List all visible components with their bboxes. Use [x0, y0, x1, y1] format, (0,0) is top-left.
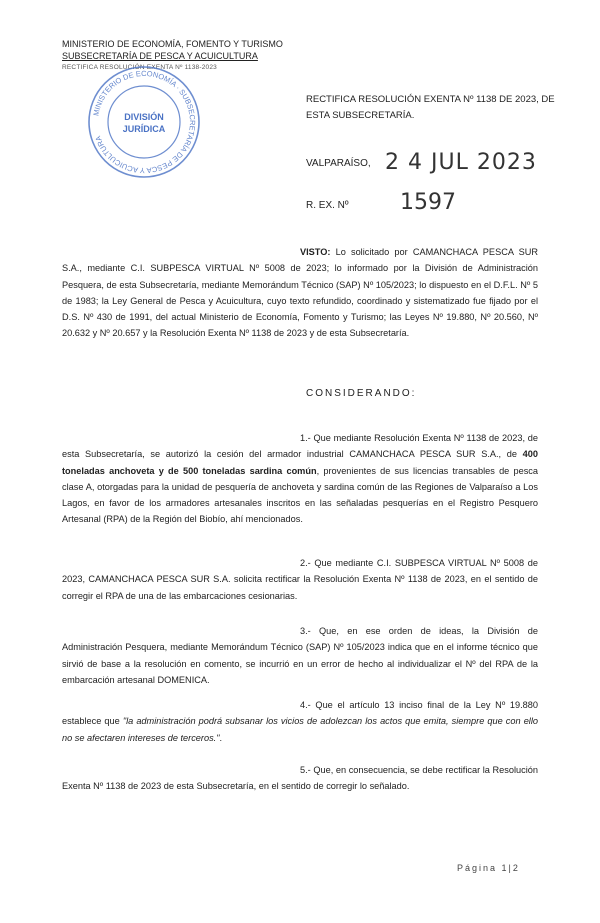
considerando-heading: CONSIDERANDO: [306, 388, 417, 399]
considerando-3 [62, 623, 538, 688]
c4-quote: "la administración podrá subsanar los vicios de adolezcan los actos que emita, siempre que con ello no se afectaren intereses de terceros." [62, 716, 538, 743]
page-number: Página 1|2 [457, 863, 520, 873]
ministry-name: MINISTERIO DE ECONOMÍA, FOMENTO Y TURISMO [62, 39, 283, 49]
resolution-number: 1597 [400, 190, 456, 215]
c4-text-a: 4.- Que el artículo 13 inciso final de la Ley Nº 19.880 establece que [62, 700, 538, 727]
c1-text-d: , provenientes de sus licencias transables de pesca clase A, otorgadas para la unidad de pesquería de anchoveta y sardina común de las Regiones de Valparaíso a Los Lagos, en favor de los armadores artesanales inscritos en las señaladas pesquerías en el Registro Pesquero Artesanal (RPA) de la Región del Biobío, ahí mencionados. [62, 465, 538, 525]
considerando-2 [62, 555, 538, 604]
stamp-ring-text: MINISTERIO DE ECONOMÍA · SUBSECRETARÍA DE PESCA Y ACUICULTURA [91, 68, 198, 176]
c1-bold-anchoveta: 400 toneladas anchoveta [62, 449, 538, 476]
c5-text: 5.- Que, en consecuencia, se debe rectificar la Resolución Exenta Nº 1138 de 2023 de esta Subsecretaría, en el sentido de corregir lo señalado. [62, 765, 538, 792]
considerando-5 [62, 762, 538, 795]
visto-paragraph [62, 244, 538, 342]
considerando-4 [62, 697, 538, 746]
c4-text-b: . [219, 732, 223, 743]
c3-text: 3.- Que, en ese orden de ideas, la División de Administración Pesquera, mediante Memorándum Técnico (SAP) Nº 105/2023 indica que en el informe técnico que sirvió de base a la resolución en comento, se incurrió en un error de hecho al individualizar el Nº del RPA de la embarcación artesanal DOMENICA. [62, 626, 538, 685]
stamp-line-1: DIVISIÓN [124, 112, 164, 122]
c2-text: 2.- Que mediante C.I. SUBPESCA VIRTUAL Nº 5008 de 2023, CAMANCHACA PESCA SUR S.A. solicita rectificar la Resolución Exenta Nº 1138 de 2023, en el sentido de corregir el RPA de una de las embarcaciones cesionarias. [62, 558, 538, 601]
c1-text-a: 1.- Que mediante Resolución Exenta Nº 1138 de 2023, de esta Subsecretaría, se autorizó la cesión del armador industrial CAMANCHACA PESCA SUR S.A., de [62, 433, 538, 460]
visto-label: VISTO: [300, 247, 331, 257]
considerando-1 [62, 430, 538, 528]
subsecretaria-name: SUBSECRETARÍA DE PESCA Y ACUICULTURA [62, 51, 258, 61]
svg-text:MINISTERIO DE ECONOMÍA · SUBSE [91, 69, 197, 175]
resolution-title: RECTIFICA RESOLUCIÓN EXENTA Nº 1138 DE 2023, DE ESTA SUBSECRETARÍA. [306, 94, 555, 121]
rectification-reference: RECTIFICA RESOLUCIÓN EXENTA Nº 1138-2023 [62, 64, 217, 71]
c1-text-c: y de [154, 465, 183, 476]
visto-text: Lo solicitado por CAMANCHACA PESCA SUR S.A., mediante C.I. SUBPESCA VIRTUAL Nº 5008 de 2023; lo informado por la División de Administración Pesquera, de esta Subsecretaría, mediante Memorándum Técnico (SAP) Nº 105/2023; lo dispuesto en el D.F.L. Nº 5 de 1983; la Ley General de Pesca y Acuicultura, cuyo texto refundido, coordinado y sistematizado fue fijado por el D.S. Nº 430 de 1991, del actual Ministerio de Economía, Fomento y Turismo; las Leyes Nº 19.880, Nº 20.560, Nº 20.632 y Nº 20.657 y la Resolución Exenta Nº 1138 de 2023 y de esta Subsecretaría. [62, 247, 538, 339]
place-label: VALPARAÍSO, [306, 158, 371, 169]
rex-label: R. EX. Nº [306, 200, 349, 211]
c1-bold-sardina: 500 toneladas sardina común [182, 465, 317, 476]
stamp-line-2: JURÍDICA [122, 124, 166, 134]
resolution-date: 2 4 JUL 2023 [385, 150, 537, 175]
division-juridica-stamp [86, 64, 202, 180]
